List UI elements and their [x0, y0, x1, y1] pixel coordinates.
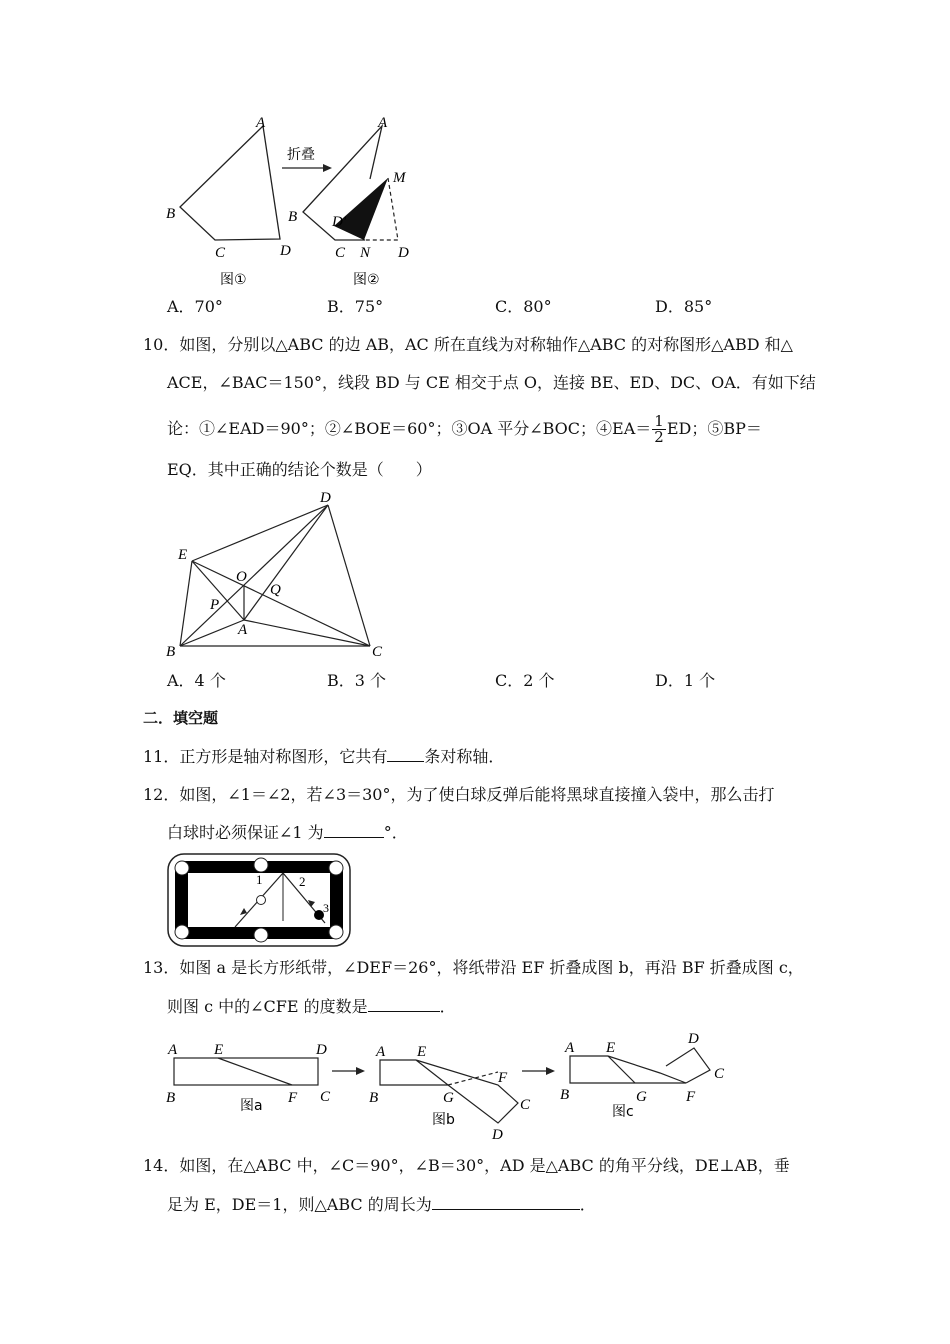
q12-pocket-bottom-right [329, 925, 343, 939]
q11-line [143, 745, 504, 768]
q10-line-3 [167, 414, 762, 445]
q13-figb-B: B [369, 1090, 379, 1106]
q12-pocket-top-mid [254, 858, 268, 872]
q14-line-1: 14．如图，在△ABC 中，∠C＝90°，∠B＝30°，AD 是△ABC 的角平分线，DE⊥AB，垂 [143, 1156, 790, 1175]
q9-figure [160, 112, 420, 294]
q13-arrow-2-head [546, 1067, 555, 1075]
q12-pocket-top-right [329, 861, 343, 875]
q10-option-d: D．1 个 [655, 671, 716, 690]
q10-option-c: C．2 个 [495, 671, 555, 690]
q10-frac-den: 2 [654, 428, 664, 446]
q9-fig1-quadrilateral [180, 126, 280, 240]
q10-label-A: A [238, 622, 248, 638]
q9-fig1-label-C: C [215, 245, 226, 261]
q13-figa-B: B [166, 1090, 176, 1106]
q14-line-2 [167, 1193, 596, 1216]
q10-line-1: 10．如图，分别以△ABC 的边 AB，AC 所在直线为对称轴作△ABC 的对称图形△ABD 和△ [143, 335, 793, 354]
q10-line-4: EQ．其中正确的结论个数是（ ） [167, 460, 432, 479]
q14-line-2-a: 足为 E，DE＝1，则△ABC 的周长为 [167, 1195, 432, 1214]
q10-line-2: ACE，∠BAC＝150°，线段 BD 与 CE 相交于点 O，连接 BE、ED、DC、OA．有如下结 [167, 373, 816, 392]
q10-fraction [652, 414, 666, 445]
q13-figb-caption: 图b [432, 1112, 455, 1128]
q9-fig1-label-A: A [256, 115, 266, 131]
section-fill-in-title: 二．填空题 [143, 709, 219, 727]
q10-label-D: D [320, 490, 331, 506]
q9-fig2-label-B: B [288, 209, 298, 225]
q13-figa-F: F [288, 1090, 298, 1106]
q9-fig2-label-C: C [335, 245, 346, 261]
q9-fig2-folded-part [334, 178, 388, 240]
q13-line-2-b: ． [439, 997, 456, 1016]
q10-figure [160, 486, 390, 662]
q9-fig2-label-N: N [360, 245, 371, 261]
q13-figc-D: D [688, 1031, 699, 1047]
q9-fig1-label-B: B [166, 206, 176, 222]
q9-fig2-label-D-prime: D' [332, 214, 347, 230]
q13-figb-G: G [443, 1090, 454, 1106]
q13-figc-A: A [565, 1040, 575, 1056]
q13-figa-C: C [320, 1089, 331, 1105]
q10-label-E: E [178, 547, 188, 563]
q9-fig2-caption: 图② [353, 272, 380, 288]
q12-line-2-b: °． [383, 823, 408, 842]
q12-angle-1: 1 [256, 872, 263, 887]
q13-figb-D: D [492, 1127, 503, 1143]
q13-figc-G: G [636, 1089, 647, 1105]
q9-fig2-label-M: M [393, 170, 406, 186]
q14-line-2-b: ． [579, 1195, 596, 1214]
q14-answer-blank[interactable] [432, 1193, 580, 1210]
q13-figb-A: A [376, 1044, 386, 1060]
q11-text-a: 11．正方形是轴对称图形，它共有 [143, 747, 388, 766]
q9-option-c: C．80° [495, 297, 552, 316]
q12-line-1: 12．如图，∠1＝∠2，若∠3＝30°，为了使白球反弹后能将黑球直接撞入袋中，那么击打 [143, 785, 775, 804]
q13-figa-D: D [316, 1042, 327, 1058]
q13-figc-caption: 图c [612, 1104, 634, 1120]
q13-line-1: 13．如图 a 是长方形纸带，∠DEF＝26°，将纸带沿 EF 折叠成图 b，再沿 BF 折叠成图 c， [143, 958, 804, 977]
q13-line-2-a: 则图 c 中的∠CFE 的度数是 [167, 997, 368, 1016]
q13-figa-A: A [168, 1042, 178, 1058]
q10-label-C: C [372, 644, 383, 660]
q9-fig1-caption: 图① [220, 272, 247, 288]
q12-pocket-top-left [175, 861, 189, 875]
q13-line-2 [167, 995, 456, 1018]
q9-fig2-label-A: A [378, 115, 388, 131]
q12-angle-3: 3 [323, 901, 329, 915]
q10-frac-num: 1 [654, 412, 664, 430]
q12-answer-blank[interactable] [324, 821, 384, 838]
q10-label-B: B [166, 644, 176, 660]
q13-figb-F: F [498, 1070, 508, 1086]
q12-line-2-a: 白球时必须保证∠1 为 [167, 823, 324, 842]
q10-line-3-a: 论：①∠EAD＝90°；②∠BOE＝60°；③OA 平分∠BOC；④EA＝ [167, 419, 652, 438]
q13-figb-C: C [520, 1097, 531, 1113]
q9-fold-label: 折叠 [287, 147, 315, 163]
q13-figc-C: C [714, 1066, 725, 1082]
q9-option-d: D．85° [655, 297, 713, 316]
q13-figa-E: E [214, 1042, 224, 1058]
q13-figc-B: B [560, 1087, 570, 1103]
q13-figc-E: E [606, 1040, 616, 1056]
q11-answer-blank[interactable] [387, 745, 424, 762]
q13-answer-blank[interactable] [368, 995, 440, 1012]
q9-fig2-label-D: D [398, 245, 409, 261]
q9-option-b: B．75° [327, 297, 384, 316]
q9-option-a: A．70° [167, 297, 223, 316]
q10-line-3-b: ED；⑤BP＝ [666, 419, 762, 438]
q10-label-O: O [236, 569, 247, 585]
q10-label-Q: Q [270, 582, 281, 598]
q12-pocket-bottom-mid [254, 928, 268, 942]
q13-arrow-1-head [356, 1067, 365, 1075]
q10-label-P: P [210, 597, 220, 613]
q9-fold-arrow-head [323, 164, 332, 172]
q13-figb-E: E [417, 1044, 427, 1060]
q11-text-b: 条对称轴． [424, 747, 505, 766]
q12-billiard-figure [165, 851, 353, 949]
q12-line-2 [167, 821, 408, 844]
q10-option-a: A．4 个 [167, 671, 226, 690]
q12-pocket-bottom-left [175, 925, 189, 939]
q12-angle-2: 2 [299, 874, 306, 889]
q13-figc-F: F [686, 1089, 696, 1105]
q10-option-b: B．3 个 [327, 671, 387, 690]
q9-fig1-label-D: D [280, 243, 291, 259]
q13-figure [160, 1028, 740, 1143]
q13-figa-caption: 图a [240, 1098, 263, 1114]
q12-white-ball [257, 896, 266, 905]
